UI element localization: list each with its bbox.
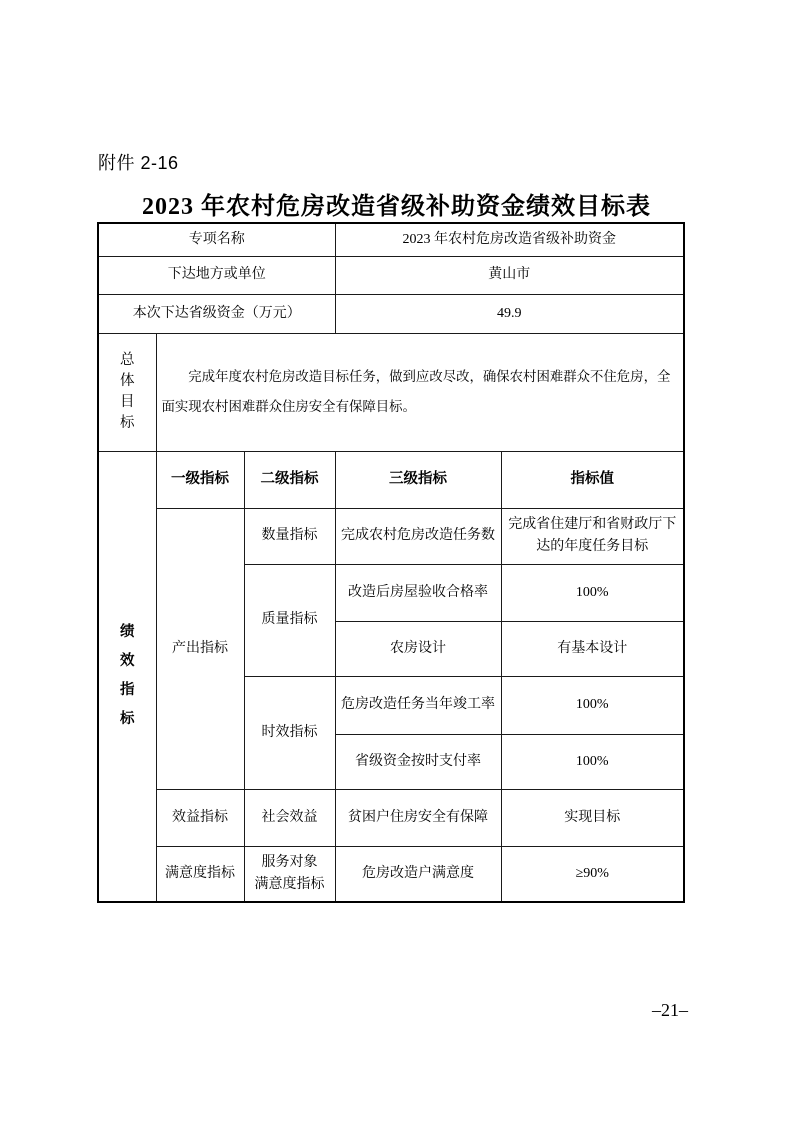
table-row [98, 294, 684, 333]
table-row [98, 451, 684, 508]
table-row [98, 333, 684, 451]
table-row [98, 256, 684, 294]
cell-l2-social: 社会效益 [244, 789, 335, 846]
column-header-level1: 一级指标 [156, 451, 244, 508]
page-number: –21– [652, 1000, 688, 1020]
performance-section-label-text: 绩效指标 [120, 624, 135, 728]
cell-l1-benefit: 效益指标 [156, 789, 244, 846]
info-value-fund-amount: 49.9 [335, 294, 684, 333]
cell-l2-timeliness: 时效指标 [244, 676, 335, 789]
cell-l3: 危房改造户满意度 [335, 846, 501, 902]
performance-section-label [98, 451, 156, 902]
cell-value: ≥90% [501, 846, 684, 902]
cell-value: 100% [501, 734, 684, 789]
cell-l1-satisfaction: 满意度指标 [156, 846, 244, 902]
info-label-recipient: 下达地方或单位 [98, 256, 335, 294]
page-title: 2023 年农村危房改造省级补助资金绩效目标表 [142, 194, 651, 220]
column-header-level2: 二级指标 [244, 451, 335, 508]
overall-goal-label [98, 333, 156, 451]
cell-l3: 改造后房屋验收合格率 [335, 564, 501, 621]
cell-value: 100% [501, 676, 684, 734]
cell-l3: 危房改造任务当年竣工率 [335, 676, 501, 734]
overall-goal-label-text: 总体目标 [120, 352, 135, 431]
cell-value: 100% [501, 564, 684, 621]
cell-l2-quality: 质量指标 [244, 564, 335, 676]
column-header-value: 指标值 [501, 451, 684, 508]
info-value-recipient: 黄山市 [335, 256, 684, 294]
cell-value: 实现目标 [501, 789, 684, 846]
info-label-project-name: 专项名称 [98, 223, 335, 256]
cell-l2-quantity: 数量指标 [244, 508, 335, 564]
overall-goal-text: 完成年度农村危房改造目标任务，做到应改尽改，确保农村困难群众不住危房，全面实现农村困难群众住房安全有保障目标。 [156, 333, 684, 451]
performance-target-table [97, 222, 685, 903]
cell-l1-output: 产出指标 [156, 508, 244, 789]
cell-value: 有基本设计 [501, 621, 684, 676]
table-row [98, 789, 684, 846]
cell-l3: 完成农村危房改造任务数 [335, 508, 501, 564]
info-value-project-name: 2023 年农村危房改造省级补助资金 [335, 223, 684, 256]
cell-l3: 贫困户住房安全有保障 [335, 789, 501, 846]
table-row [98, 846, 684, 902]
table-row [98, 223, 684, 256]
cell-l3: 省级资金按时支付率 [335, 734, 501, 789]
info-label-fund-amount: 本次下达省级资金（万元） [98, 294, 335, 333]
attachment-label: 附件 2-16 [98, 153, 179, 173]
table-row [98, 508, 684, 564]
cell-l3: 农房设计 [335, 621, 501, 676]
cell-value: 完成省住建厅和省财政厅下达的年度任务目标 [501, 508, 684, 564]
column-header-level3: 三级指标 [335, 451, 501, 508]
cell-l2-service-satisfaction: 服务对象 满意度指标 [244, 846, 335, 902]
